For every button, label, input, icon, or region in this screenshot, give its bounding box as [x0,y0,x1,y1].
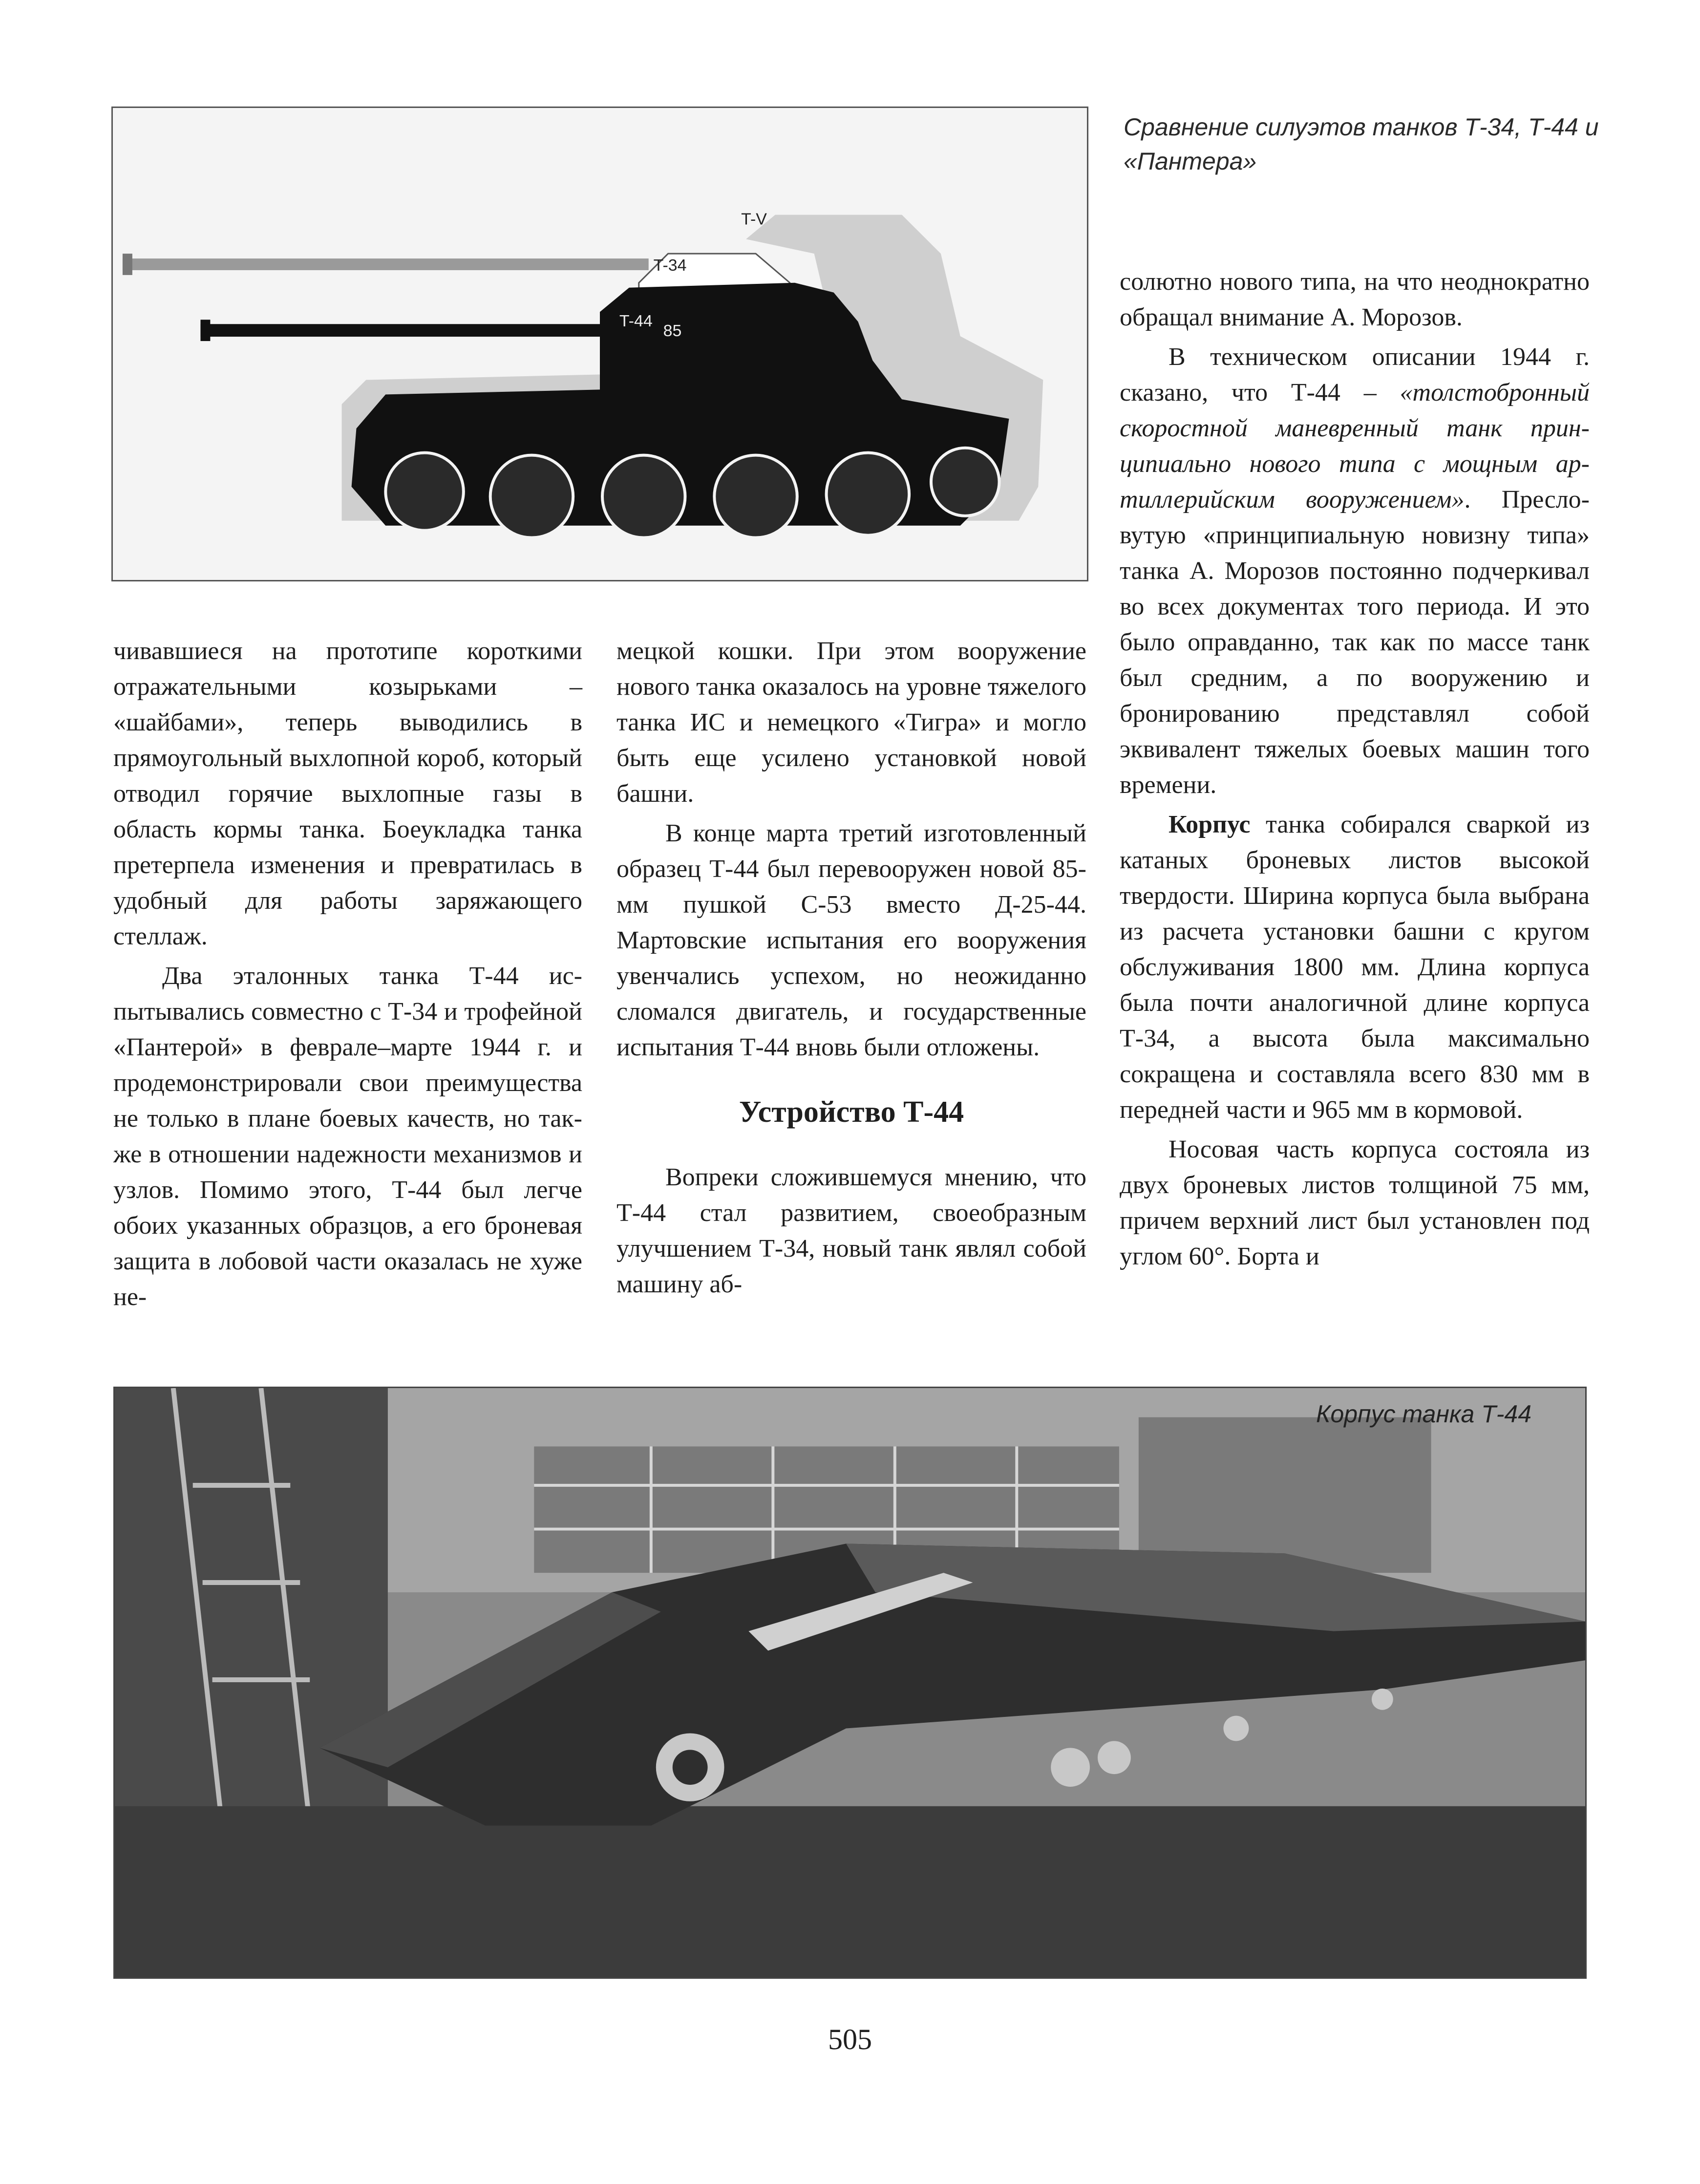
section-heading: Устройство Т-44 [739,1095,964,1129]
floor [115,1806,1585,1977]
t34-gun [123,258,649,270]
label-t-44: T-44 [619,312,653,331]
quote-italic: «толстобронный скоростной маневренный танк принципиально нового типа с мощным артиллерийским вооружением» [1120,379,1590,514]
col2-paragraph-2: В конце марта третий изготовленный образец Т-44 был перевооружен новой 85-мм пушкой С-53 вместо Д-25-44. Мартовские испытания его вооружения увенчались успехом, но неожиданно сломался двигатель, и государственные испытания Т-44 вновь были отложены. [616,819,1086,1061]
silhouette-drawing [113,108,1087,580]
col2-paragraph-1: мецкой кошки. При этом вооружение нового танка оказалось на уровне тяжелого танка ИС и немецкого «Тигра» и могло быть еще усилено установкой новой башни. [616,637,1086,808]
label-t-v: T-V [741,210,767,229]
t44-gun [200,324,609,337]
hull-photo [113,1387,1587,1979]
text-column-3 [1120,264,1590,1274]
hull-photo-drawing [115,1388,1585,1977]
col3-paragraph-3: Корпус танка собирался сваркой из катаных броневых листов высокой твердости. Ширина корпуса была выбрана из расчета установки башни с кругом обслуживания 1800 мм. Длина корпуса была почти аналогичной длине корпуса Т-34, а высота была максимально сокращена и составляла всего 830 мм в передней части и 965 мм в кормовой. [1120,811,1590,1124]
label-t-34: T-34 [653,256,687,275]
col2-paragraph-3: Вопреки сложившемуся мнению, что Т-44 стал развитием, своеобразным улучшением Т-34, новый танк являл собой машину аб- [616,1163,1086,1298]
col1-paragraph-1: чивавшиеся на прототипе короткими отражательными козырьками – «шайбами», теперь выводились в прямоугольный выхлопной короб, который отводил горячие выхлопные газы в область кормы танка. Боеукладка танка претерпела изменения и превратилась в удобный для работы заряжающего стеллаж. [113,637,582,950]
term-bold: Корпус [1169,811,1251,838]
figure-top-caption: Сравнение силуэтов танков Т-34, Т-44 и «Пантера» [1124,113,1599,175]
text-column-2 [616,633,1086,1302]
label-85: 85 [663,321,682,341]
figure-bottom-caption: Корпус танка Т-44 [1316,1400,1531,1428]
text-column-1 [113,633,582,1315]
col3-paragraph-4: Носовая часть корпуса состояла из двух броневых листов толщиной 75 мм, причем верхний лист был установлен под углом 60°. Борта и [1120,1135,1590,1270]
col3-paragraph-2: В техническом описании 1944 г. сказано, что Т-44 – «толстобронный скоростной маневренный танк принципиально нового типа с мощным артиллерийским вооружением». Пресловутую «принципиальную новизну типа» танка А. Морозов постоянно подчеркивал во всех документах того периода. И это было оправданно, так как по массе танк был средним, а по вооружению и бронированию представлял собой эквивалент тяжелых боевых машин того времени. [1120,343,1590,799]
col1-paragraph-2: Два эталонных танка Т-44 испытывались совместно с Т-34 и трофейной «Пантерой» в феврале–марте 1944 г. и продемонстрировали свои преимущества не только в плане боевых качеств, но также в отношении надежности механизмов и узлов. Помимо этого, Т-44 был легче обоих указанных образцов, а его броневая защита в лобовой части оказалась не хуже не- [113,962,582,1311]
col3-paragraph-1: солютно нового типа, на что неоднократно обращал внимание А. Морозов. [1120,268,1590,331]
silhouette-comparison-figure [111,107,1088,581]
page-number: 505 [828,2023,872,2056]
